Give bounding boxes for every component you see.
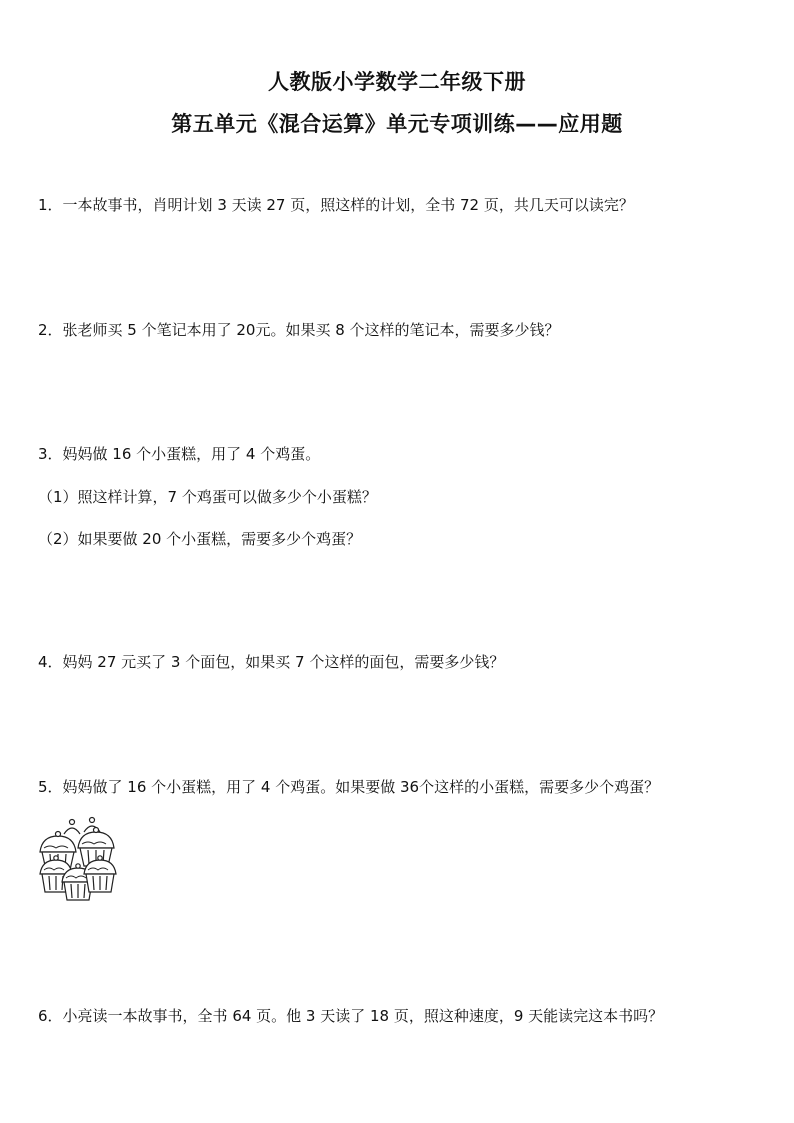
question-2: 2．张老师买 5 个笔记本用了 20元。如果买 8 个这样的笔记本，需要多少钱？	[38, 321, 560, 339]
question-3-sub-1: （1）照这样计算，7 个鸡蛋可以做多少个小蛋糕？	[38, 488, 377, 506]
question-3-sub-2: （2）如果要做 20 个小蛋糕，需要多少个鸡蛋？	[38, 530, 362, 548]
page-subtitle: 第五单元《混合运算》单元专项训练——应用题	[171, 112, 623, 136]
question-1: 1．一本故事书，肖明计划 3 天读 27 页，照这样的计划，全书 72 页，共几天可以读完？	[38, 196, 634, 214]
page-title: 人教版小学数学二年级下册	[268, 70, 526, 94]
cupcakes-illustration	[36, 812, 118, 904]
question-5: 5．妈妈做了 16 个小蛋糕，用了 4 个鸡蛋。如果要做 36个这样的小蛋糕，需要多少个鸡蛋？	[38, 778, 660, 796]
question-3: 3．妈妈做 16 个小蛋糕，用了 4 个鸡蛋。	[38, 445, 321, 463]
question-4: 4．妈妈 27 元买了 3 个面包，如果买 7 个这样的面包，需要多少钱？	[38, 653, 505, 671]
question-6: 6．小亮读一本故事书，全书 64 页。他 3 天读了 18 页，照这种速度，9 天能读完这本书吗？	[38, 1007, 664, 1025]
